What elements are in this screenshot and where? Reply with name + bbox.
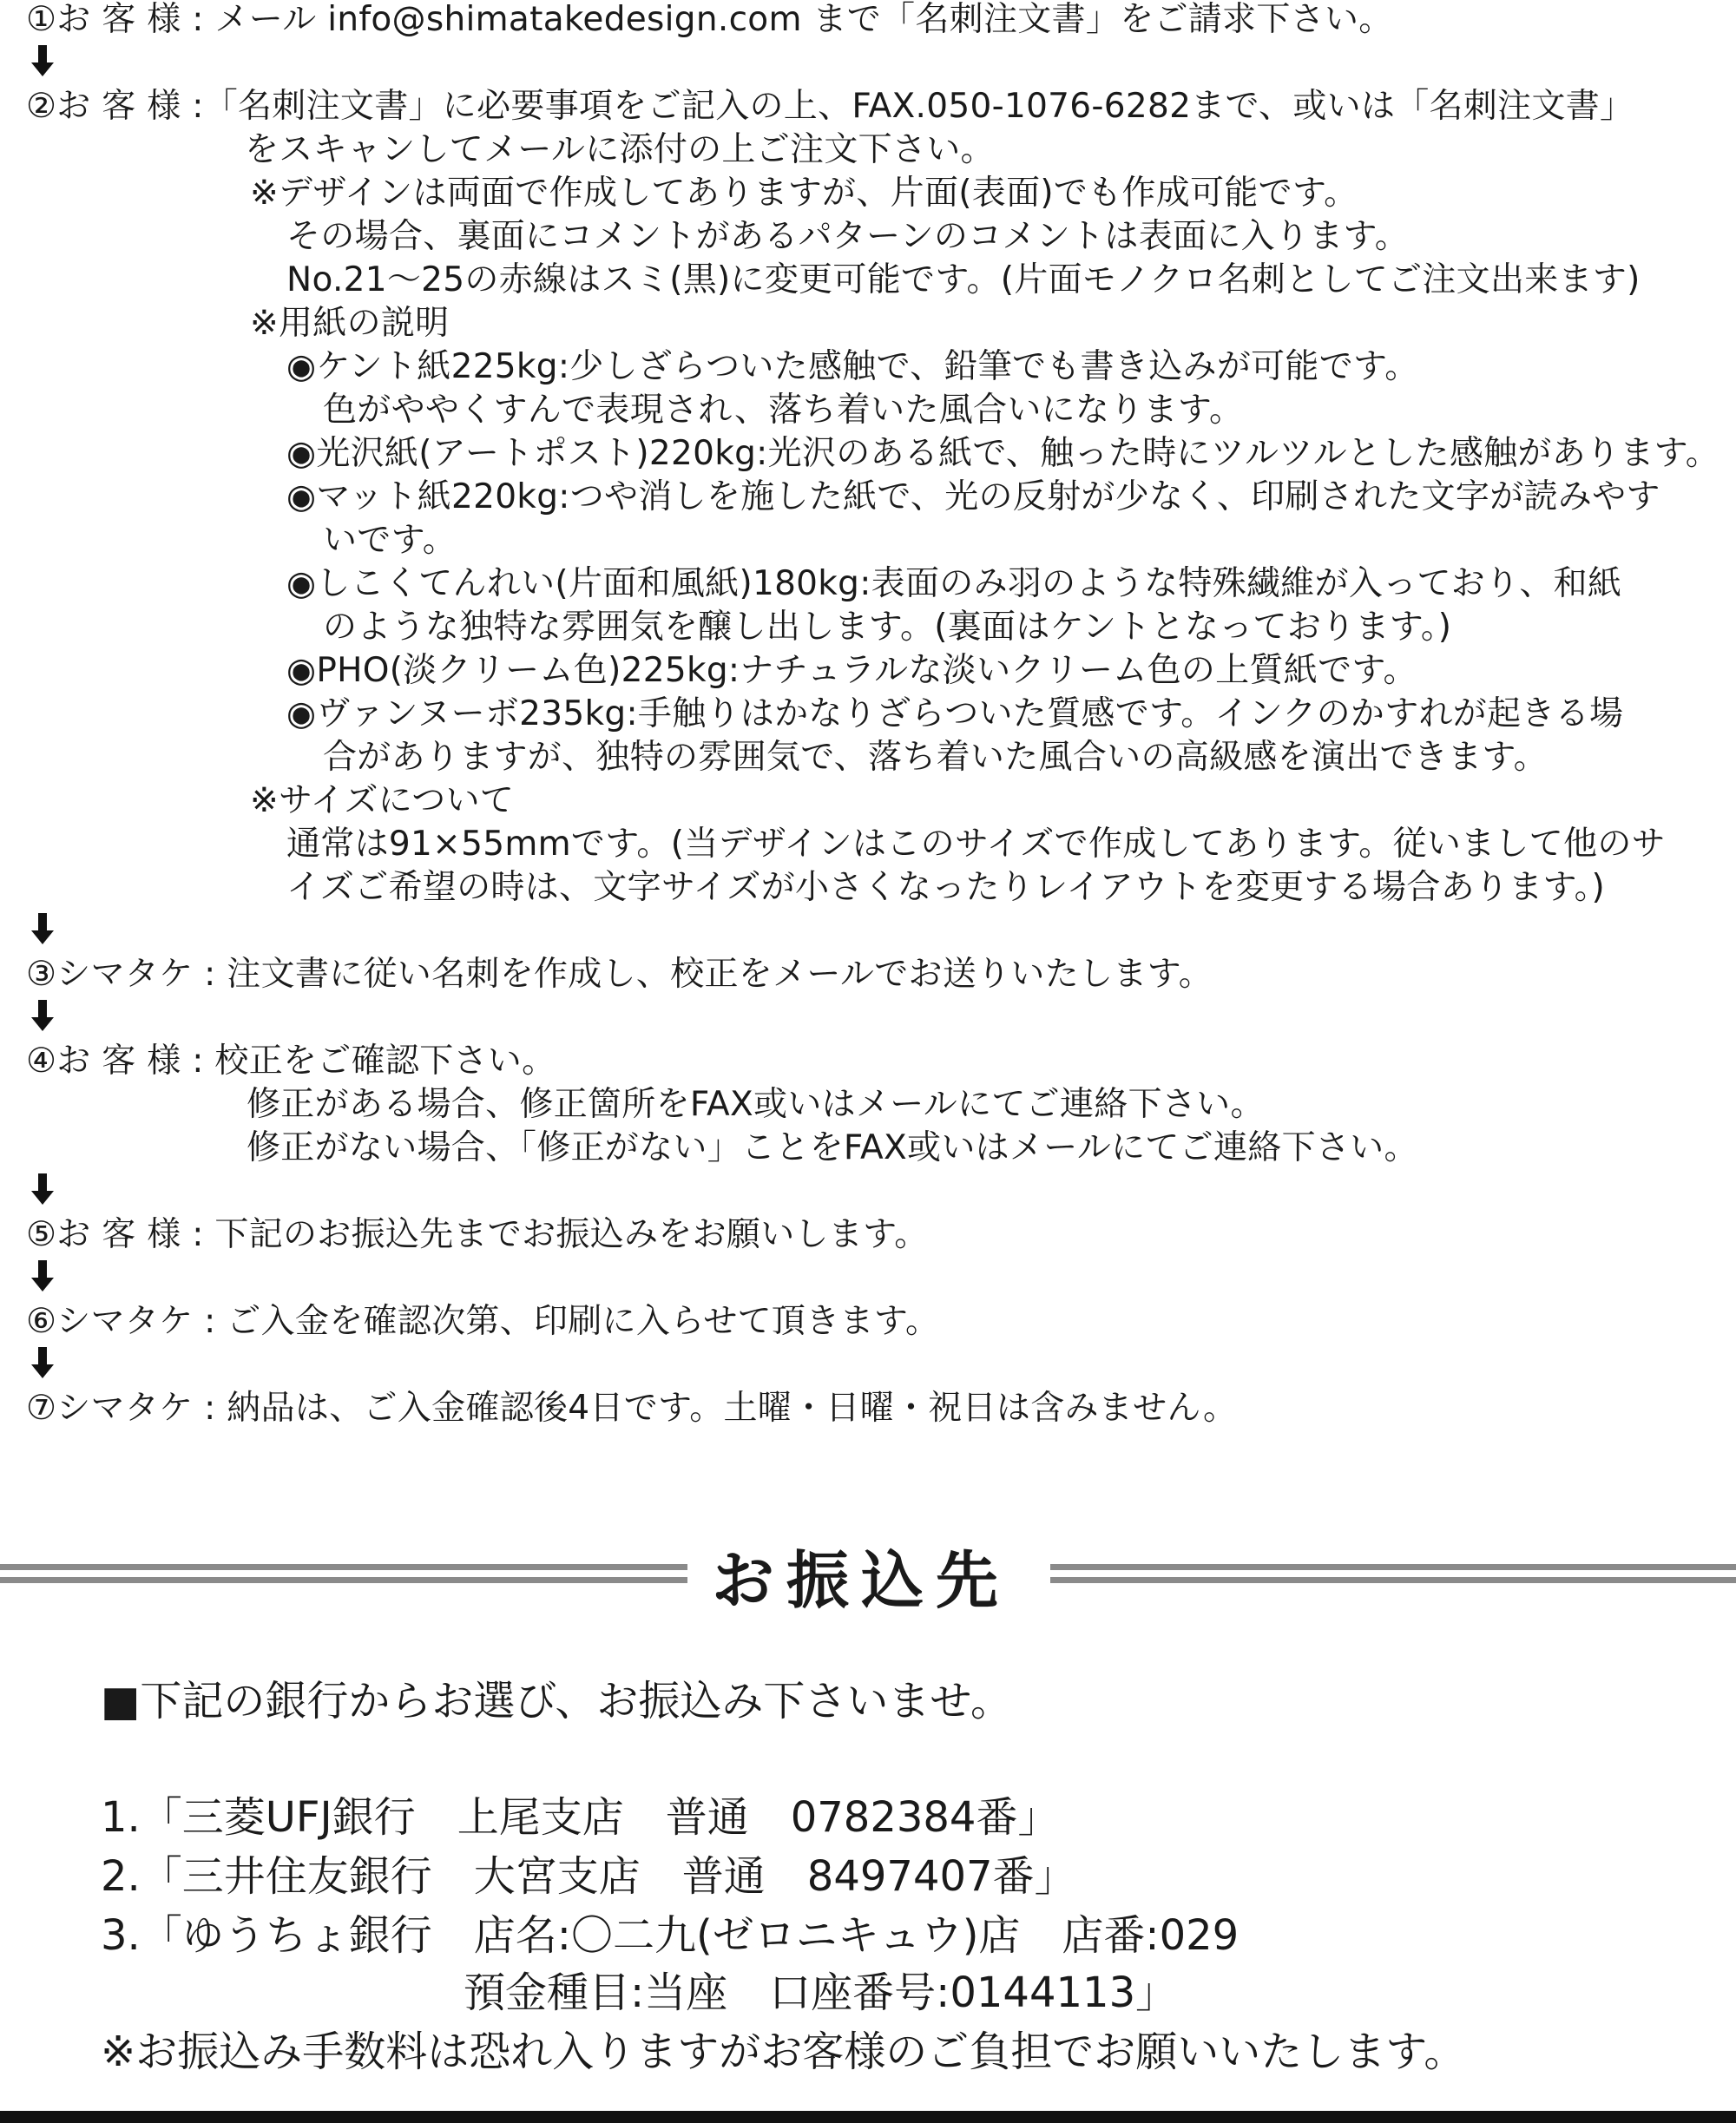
- down-arrow-icon: [30, 1173, 56, 1206]
- bank-2: 2.「三井住友銀行 大宮支店 普通 8497407番」: [101, 1852, 1076, 1901]
- paper-kent-cont: 色がややくすんで表現され、落ち着いた風合いになります。: [323, 391, 1244, 430]
- section-divider-right: [1050, 1564, 1736, 1583]
- down-arrow-icon: [30, 913, 56, 946]
- bank-1: 1.「三菱UFJ銀行 上尾支店 普通 0782384番」: [101, 1793, 1060, 1842]
- paper-kent: ◉ケント紙225kg:少しざらついた感触で、鉛筆でも書き込みが可能です。: [286, 347, 1419, 386]
- step-4-cont: 修正がある場合、修正箇所をFAX或いはメールにてご連絡下さい。: [247, 1085, 1265, 1124]
- size-heading: ※サイズについて: [250, 781, 515, 820]
- fee-note: ※お振込み手数料は恐れ入りますがお客様のご負担でお願いいたします。: [101, 2028, 1466, 2076]
- bottom-border: [0, 2111, 1736, 2123]
- paper-matte: ◉マット紙220kg:つや消しを施した紙で、光の反射が少なく、印刷された文字が読みやす: [286, 477, 1660, 516]
- paper-heading: ※用紙の説明: [250, 304, 450, 343]
- size-text-cont: イズご希望の時は、文字サイズが小さくなったりレイアウトを変更する場合あります。): [286, 868, 1605, 907]
- payment-intro: ■下記の銀行からお選び、お振込み下さいませ。: [101, 1677, 1012, 1725]
- down-arrow-icon: [30, 45, 56, 78]
- step-2-cont: をスキャンしてメールに添付の上ご注文下さい。: [245, 130, 995, 169]
- down-arrow-icon: [30, 1260, 56, 1293]
- step-2-design-note-3: No.21〜25の赤線はスミ(黒)に変更可能です。(片面モノクロ名刺としてご注文出来ます): [286, 260, 1641, 299]
- paper-shikoku: ◉しこくてんれい(片面和風紙)180kg:表面のみ羽のような特殊繊維が入っており、和紙: [286, 564, 1622, 603]
- section-divider-left: [0, 1564, 687, 1583]
- step-2-design-note-2: その場合、裏面にコメントがあるパターンのコメントは表面に入ります。: [286, 217, 1410, 256]
- step-6: ⑥シマタケ : ご入金を確認次第、印刷に入らせて頂きます。: [26, 1302, 940, 1341]
- payment-section-title: お振込先: [712, 1544, 1011, 1617]
- step-4: ④お 客 様 : 校正をご確認下さい。: [26, 1042, 556, 1081]
- step-2: ②お 客 様 :「名刺注文書」に必要事項をご記入の上、FAX.050-1076-6282まで、或いは「名刺注文書」: [26, 87, 1634, 126]
- size-text: 通常は91×55mmです。(当デザインはこのサイズで作成してあります。従いまして他のサ: [286, 825, 1666, 864]
- bank-3: 3.「ゆうちょ銀行 店名:〇二九(ゼロニキュウ)店 店番:029: [101, 1911, 1240, 1960]
- step-2-design-note: ※デザインは両面で作成してありますが、片面(表面)でも作成可能です。: [250, 174, 1358, 213]
- paper-vannouveau-cont: 合がありますが、独特の雰囲気で、落ち着いた風合いの高級感を演出できます。: [323, 738, 1548, 777]
- step-5: ⑤お 客 様 : 下記のお振込先までお振込みをお願いします。: [26, 1215, 929, 1254]
- paper-matte-cont: いです。: [323, 521, 457, 560]
- step-4-cont-2: 修正がない場合、「修正がない」ことをFAX或いはメールにてご連絡下さい。: [247, 1128, 1418, 1167]
- down-arrow-icon: [30, 1000, 56, 1033]
- step-3: ③シマタケ : 注文書に従い名刺を作成し、校正をメールでお送りいたします。: [26, 955, 1213, 994]
- bank-3-cont: 預金種目:当座 口座番号:0144113」: [464, 1969, 1178, 2017]
- paper-vannouveau: ◉ヴァンヌーボ235kg:手触りはかなりざらついた質感です。インクのかすれが起きる場: [286, 694, 1624, 733]
- down-arrow-icon: [30, 1347, 56, 1380]
- step-1: ①お 客 様 : メール info@shimatakedesign.com まで「名刺注文書」をご請求下さい。: [26, 0, 1393, 39]
- paper-pho: ◉PHO(淡クリーム色)225kg:ナチュラルな淡いクリーム色の上質紙です。: [286, 651, 1417, 690]
- step-7: ⑦シマタケ : 納品は、ご入金確認後4日です。土曜・日曜・祝日は含みません。: [26, 1389, 1238, 1428]
- paper-shikoku-cont: のような独特な雰囲気を醸し出します。(裏面はケントとなっております。): [323, 608, 1452, 647]
- paper-gloss: ◉光沢紙(アートポスト)220kg:光沢のある紙で、触った時にツルツルとした感触があります。: [286, 434, 1720, 473]
